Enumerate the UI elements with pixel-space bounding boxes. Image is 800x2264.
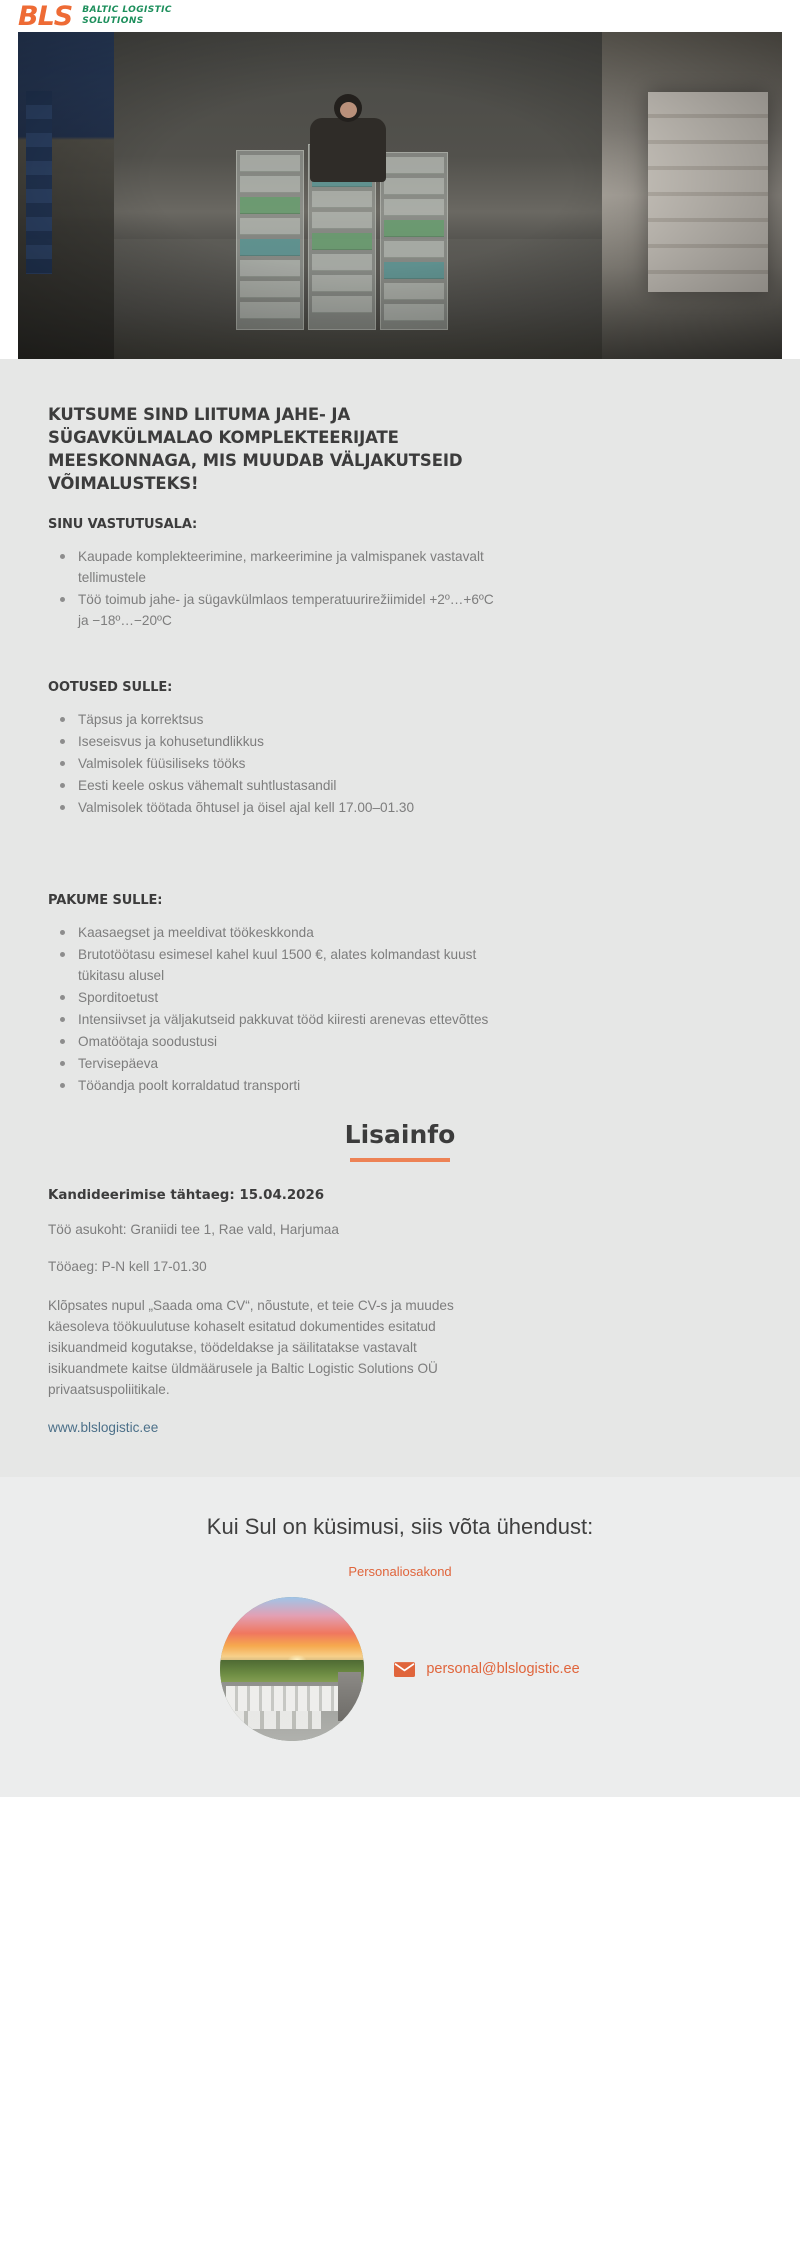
work-hours: Tööaeg: P-N kell 17-01.30 (48, 1259, 207, 1274)
contact-department: Personaliosakond (348, 1564, 452, 1579)
list-item: Tööandja poolt korraldatud transporti (48, 1075, 500, 1096)
list-item: Töö toimub jahe- ja sügavkülmlaos temperatuurirežiimidel +2º…+6ºC ja −18º…−20ºC (48, 589, 500, 631)
lisainfo-underline (350, 1158, 450, 1162)
job-description (0, 359, 800, 1477)
lisainfo-heading: Lisainfo (344, 1120, 456, 1149)
website-link[interactable]: www.blslogistic.ee (48, 1420, 159, 1435)
avatar (220, 1597, 364, 1741)
avatar-sky (220, 1597, 364, 1663)
envelope-icon (394, 1662, 415, 1677)
email-contact[interactable] (394, 1661, 579, 1677)
list-item: Omatöötaja soodustusi (48, 1031, 500, 1052)
privacy-notice: Klõpsates nupul „Saada oma CV“, nõustute, et teie CV-s ja muudes käesoleva töökuulutuse kohaselt esitatud dokumentides esitatud isikuandmeid kogutakse, töödeldakse ja säilitatakse vastavalt isikuandmete kaitse üldmäärusele ja Baltic Logistic Solutions OÜ privaatsuspoliitikale. (48, 1298, 454, 1397)
job-location: Töö asukoht: Graniidi tee 1, Rae vald, Harjumaa (48, 1222, 339, 1237)
contact-row (0, 1597, 800, 1741)
list-responsibilities (48, 546, 752, 631)
avatar-truck-row-1 (226, 1686, 344, 1710)
list-item: Kaasaegset ja meeldivat töökeskkonda (48, 922, 500, 943)
bls-logo-wordmark (82, 5, 172, 27)
email-address[interactable]: personal@blslogistic.ee (426, 1661, 580, 1677)
logo-name-line-2: SOLUTIONS (82, 16, 144, 26)
contact-section (0, 1477, 800, 1797)
site-header (0, 0, 800, 32)
application-deadline: Kandideerimise tähtaeg: 15.04.2026 (48, 1188, 325, 1203)
avatar-truck-row-2 (232, 1711, 321, 1730)
list-item: Tervisepäeva (48, 1053, 500, 1074)
page-title: KUTSUME SIND LIITUMA JAHE- JA SÜGAVKÜLMALAO KOMPLEKTEERIJATE MEESKONNAGA, MIS MUUDAB VÄLJAKUTSEID VÕIMALUSTEKS! (48, 405, 463, 493)
list-item: Brutotöötasu esimesel kahel kuul 1500 €, alates kolmandast kuust tükitasu alusel (48, 944, 500, 986)
spacer (48, 845, 752, 871)
lisainfo-header (48, 1120, 752, 1162)
list-item: Eesti keele oskus vähemalt suhtlustasandil (48, 775, 500, 796)
spacer (48, 632, 752, 658)
hero-vignette (18, 32, 782, 359)
list-item: Valmisolek füüsiliseks tööks (48, 753, 500, 774)
list-expectations (48, 709, 752, 818)
contact-heading: Kui Sul on küsimusi, siis võta ühendust: (206, 1514, 594, 1539)
section-label-offer: PAKUME SULLE: (48, 893, 163, 908)
hero-warehouse-image (18, 32, 782, 359)
list-item: Iseseisvus ja kohusetundlikkus (48, 731, 500, 752)
list-item: Sporditoetust (48, 987, 500, 1008)
list-item: Valmisolek töötada õhtusel ja öisel ajal kell 17.00–01.30 (48, 797, 500, 818)
logo-name-line-1: BALTIC LOGISTIC (82, 5, 172, 15)
list-item: Täpsus ja korrektsus (48, 709, 500, 730)
list-item: Kaupade komplekteerimine, markeerimine ja valmispanek vastavalt tellimustele (48, 546, 500, 588)
spacer (48, 819, 752, 845)
section-label-responsibilities: SINU VASTUTUSALA: (48, 517, 198, 532)
section-label-expectations: OOTUSED SULLE: (48, 680, 173, 695)
avatar-warehouse-building (338, 1672, 361, 1721)
bls-logo-mark[interactable]: BLS (18, 0, 73, 32)
list-offer (48, 922, 752, 1096)
list-item: Intensiivset ja väljakutseid pakkuvat tööd kiiresti arenevas ettevõttes (48, 1009, 500, 1030)
